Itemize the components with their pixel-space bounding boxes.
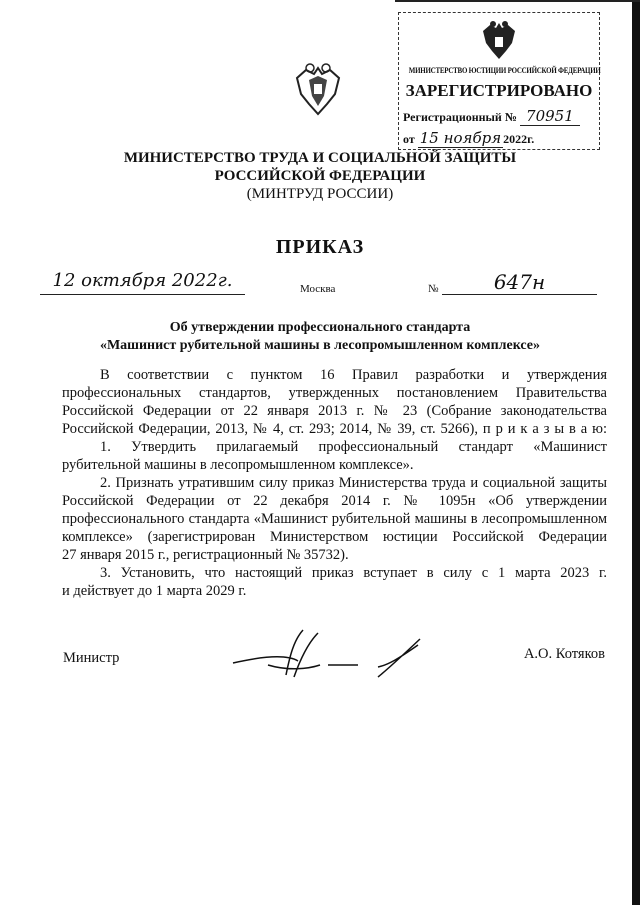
- body-line: 1. Утвердить прилагаемый профессиональный стандарт «Машинист: [100, 439, 607, 455]
- stamp-ministry: МИНИСТЕРСТВО ЮСТИЦИИ РОССИЙСКОЙ ФЕДЕРАЦИИ: [408, 65, 601, 75]
- stamp-reg-label: Регистрационный №: [403, 110, 517, 124]
- order-city: Москва: [300, 283, 336, 295]
- coat-of-arms-icon: [294, 62, 342, 120]
- body-line: профессиональных стандартов, утвержденных постановлением Правительства: [62, 385, 607, 401]
- ministry-name-line1: МИНИСТЕРСТВО ТРУДА И СОЦИАЛЬНОЙ ЗАЩИТЫ: [123, 150, 517, 166]
- body-line: профессионального стандарта «Машинист рубительной машины в лесопромышленном: [62, 511, 607, 527]
- body-line: 2. Признать утратившим силу приказ Министерства труда и социальной защиты: [100, 475, 607, 491]
- stamp-reg-number: 70951: [520, 107, 580, 126]
- document-type: ПРИКАЗ: [275, 236, 365, 258]
- signatory-name: А.О. Котяков: [523, 646, 605, 662]
- body-line: Российской Федерации, 2013, № 4, ст. 293; 2014, № 39, ст. 5266), п р и к а з ы в а ю:: [62, 421, 607, 437]
- number-label: №: [428, 283, 439, 295]
- order-title-line1: Об утверждении профессионального стандарта: [169, 320, 471, 335]
- body-line: комплексе» (зарегистрирован Министерством юстиции Российской Федерации: [62, 529, 607, 545]
- stamp-date-line: [403, 129, 534, 148]
- body-line: Российской Федерации от 22 декабря 2014 г. № 1095н «Об утверждении: [62, 493, 607, 509]
- body-line: рубительной машины в лесопромышленном комплексе».: [62, 457, 414, 473]
- ministry-name-line2: РОССИЙСКОЙ ФЕДЕРАЦИИ: [214, 168, 426, 184]
- order-title-line2: «Машинист рубительной машины в лесопромышленном комплексе»: [99, 338, 541, 353]
- stamp-date-prefix: от: [403, 132, 415, 146]
- stamp-year: 2022г.: [503, 132, 535, 146]
- signatory-position: Министр: [63, 650, 120, 666]
- body-line: Российской Федерации от 22 января 2013 г. № 23 (Собрание законодательства: [62, 403, 607, 419]
- order-body: [62, 366, 607, 600]
- registration-stamp: [398, 12, 600, 150]
- handwritten-signature: [228, 625, 428, 685]
- body-line: и действует до 1 марта 2029 г.: [62, 583, 247, 599]
- eagle-emblem-icon: [479, 19, 519, 63]
- stamp-date: 15 ноября: [419, 129, 502, 147]
- order-number: 647н: [442, 270, 597, 295]
- body-line: В соответствии с пунктом 16 Правил разработки и утверждения: [100, 367, 607, 383]
- body-line: 3. Установить, что настоящий приказ вступает в силу с 1 марта 2023 г.: [100, 565, 607, 581]
- order-date: 12 октября 2022г.: [40, 270, 245, 295]
- body-line: 27 января 2015 г., регистрационный № 35732).: [62, 547, 349, 563]
- stamp-reg-line: [403, 107, 580, 126]
- scan-edge: [632, 0, 640, 905]
- scan-line: [395, 0, 640, 2]
- ministry-short-name: (МИНТРУД РОССИИ): [246, 186, 394, 202]
- stamp-status: ЗАРЕГИСТРИРОВАНО: [405, 81, 593, 100]
